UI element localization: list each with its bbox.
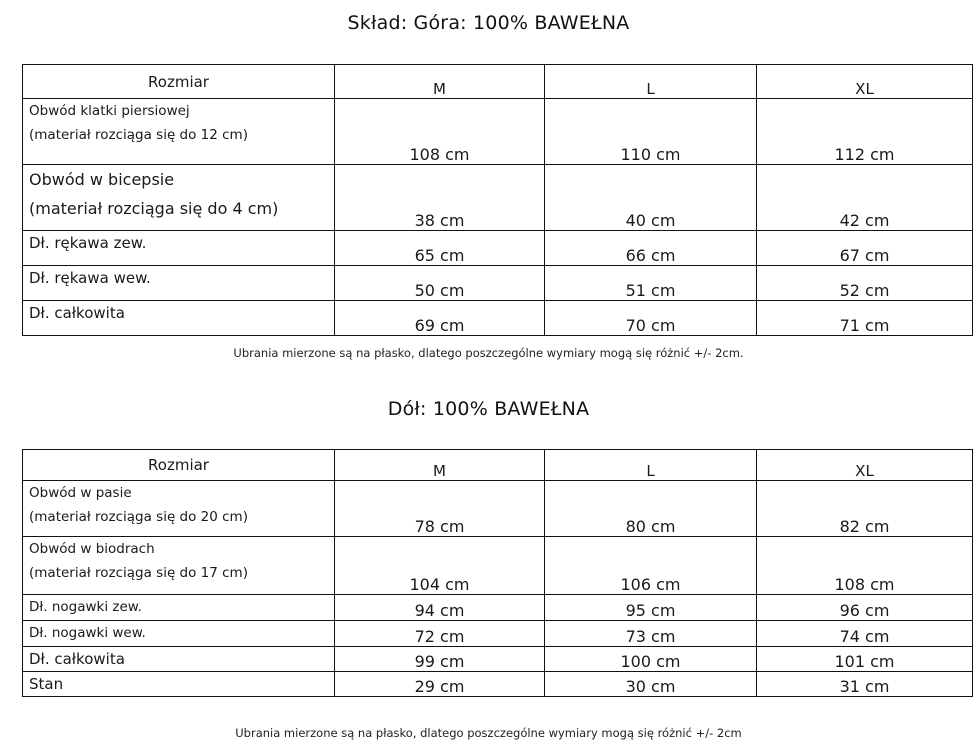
value-xl: 42 cm: [757, 165, 973, 231]
header-size: Rozmiar: [23, 65, 335, 99]
header-size: Rozmiar: [23, 450, 335, 481]
top-section-title: Skład: Góra: 100% BAWEŁNA: [347, 12, 630, 34]
row-label-line: Dł. całkowita: [29, 650, 125, 668]
table-row: [23, 647, 973, 672]
header-l: L: [545, 450, 757, 481]
row-label-line: Obwód w pasie: [29, 485, 132, 501]
value-xl: 67 cm: [757, 231, 973, 266]
value-l: 66 cm: [545, 231, 757, 266]
value-l: 73 cm: [545, 621, 757, 647]
row-label: [23, 595, 335, 621]
value-xl: 71 cm: [757, 301, 973, 336]
measurement-note: Ubrania mierzone są na płasko, dlatego poszczególne wymiary mogą się różnić +/- 2cm.: [233, 346, 744, 360]
value-l: 30 cm: [545, 672, 757, 697]
value-l: 100 cm: [545, 647, 757, 672]
row-label: [23, 647, 335, 672]
value-m: 29 cm: [335, 672, 545, 697]
header-m: M: [335, 450, 545, 481]
value-xl: 101 cm: [757, 647, 973, 672]
value-m: 72 cm: [335, 621, 545, 647]
row-label: [23, 266, 335, 301]
value-m: 99 cm: [335, 647, 545, 672]
value-m: 65 cm: [335, 231, 545, 266]
table-row: [23, 231, 973, 266]
table-row: [23, 537, 973, 595]
value-l: 106 cm: [545, 537, 757, 595]
value-l: 80 cm: [545, 481, 757, 537]
value-m: 94 cm: [335, 595, 545, 621]
table-row: [23, 266, 973, 301]
row-label-note: (materiał rozciąga się do 20 cm): [29, 509, 248, 525]
value-m: 50 cm: [335, 266, 545, 301]
value-l: 40 cm: [545, 165, 757, 231]
value-xl: 74 cm: [757, 621, 973, 647]
table-header-row: [23, 65, 973, 99]
value-l: 70 cm: [545, 301, 757, 336]
top-size-table: [22, 64, 973, 336]
row-label-line: Dł. rękawa wew.: [29, 269, 151, 287]
row-label: [23, 165, 335, 231]
row-label-note: (materiał rozciąga się do 12 cm): [29, 127, 248, 143]
value-l: 110 cm: [545, 99, 757, 165]
table-row: [23, 621, 973, 647]
table-row: [23, 595, 973, 621]
row-label: [23, 672, 335, 697]
table-row: [23, 301, 973, 336]
value-l: 51 cm: [545, 266, 757, 301]
row-label-line: Dł. całkowita: [29, 304, 125, 322]
row-label-line: Obwód w bicepsie: [29, 170, 175, 189]
row-label-note: (materiał rozciąga się do 17 cm): [29, 565, 248, 581]
row-label: [23, 481, 335, 537]
row-label: [23, 231, 335, 266]
bottom-size-table: [22, 449, 973, 697]
row-label-line: Dł. nogawki wew.: [29, 625, 146, 641]
value-xl: 96 cm: [757, 595, 973, 621]
value-m: 108 cm: [335, 99, 545, 165]
value-m: 69 cm: [335, 301, 545, 336]
measurement-note: Ubrania mierzone są na płasko, dlatego poszczególne wymiary mogą się różnić +/- 2cm: [235, 726, 742, 740]
value-m: 38 cm: [335, 165, 545, 231]
row-label: [23, 99, 335, 165]
header-l: L: [545, 65, 757, 99]
value-xl: 108 cm: [757, 537, 973, 595]
row-label-note: (materiał rozciąga się do 4 cm): [29, 199, 279, 218]
row-label: [23, 621, 335, 647]
row-label-line: Obwód klatki piersiowej: [29, 103, 190, 119]
value-l: 95 cm: [545, 595, 757, 621]
value-m: 78 cm: [335, 481, 545, 537]
table-header-row: [23, 450, 973, 481]
row-label-line: Dł. nogawki zew.: [29, 599, 142, 615]
value-m: 104 cm: [335, 537, 545, 595]
table-row: [23, 672, 973, 697]
table-row: [23, 165, 973, 231]
row-label: [23, 537, 335, 595]
value-xl: 52 cm: [757, 266, 973, 301]
bottom-section-title: Dół: 100% BAWEŁNA: [387, 398, 590, 420]
row-label-line: Dł. rękawa zew.: [29, 234, 147, 252]
row-label-line: Stan: [29, 675, 64, 693]
value-xl: 112 cm: [757, 99, 973, 165]
row-label-line: Obwód w biodrach: [29, 541, 155, 557]
table-row: [23, 99, 973, 165]
value-xl: 31 cm: [757, 672, 973, 697]
row-label: [23, 301, 335, 336]
table-row: [23, 481, 973, 537]
header-xl: XL: [757, 450, 973, 481]
header-m: M: [335, 65, 545, 99]
value-xl: 82 cm: [757, 481, 973, 537]
header-xl: XL: [757, 65, 973, 99]
